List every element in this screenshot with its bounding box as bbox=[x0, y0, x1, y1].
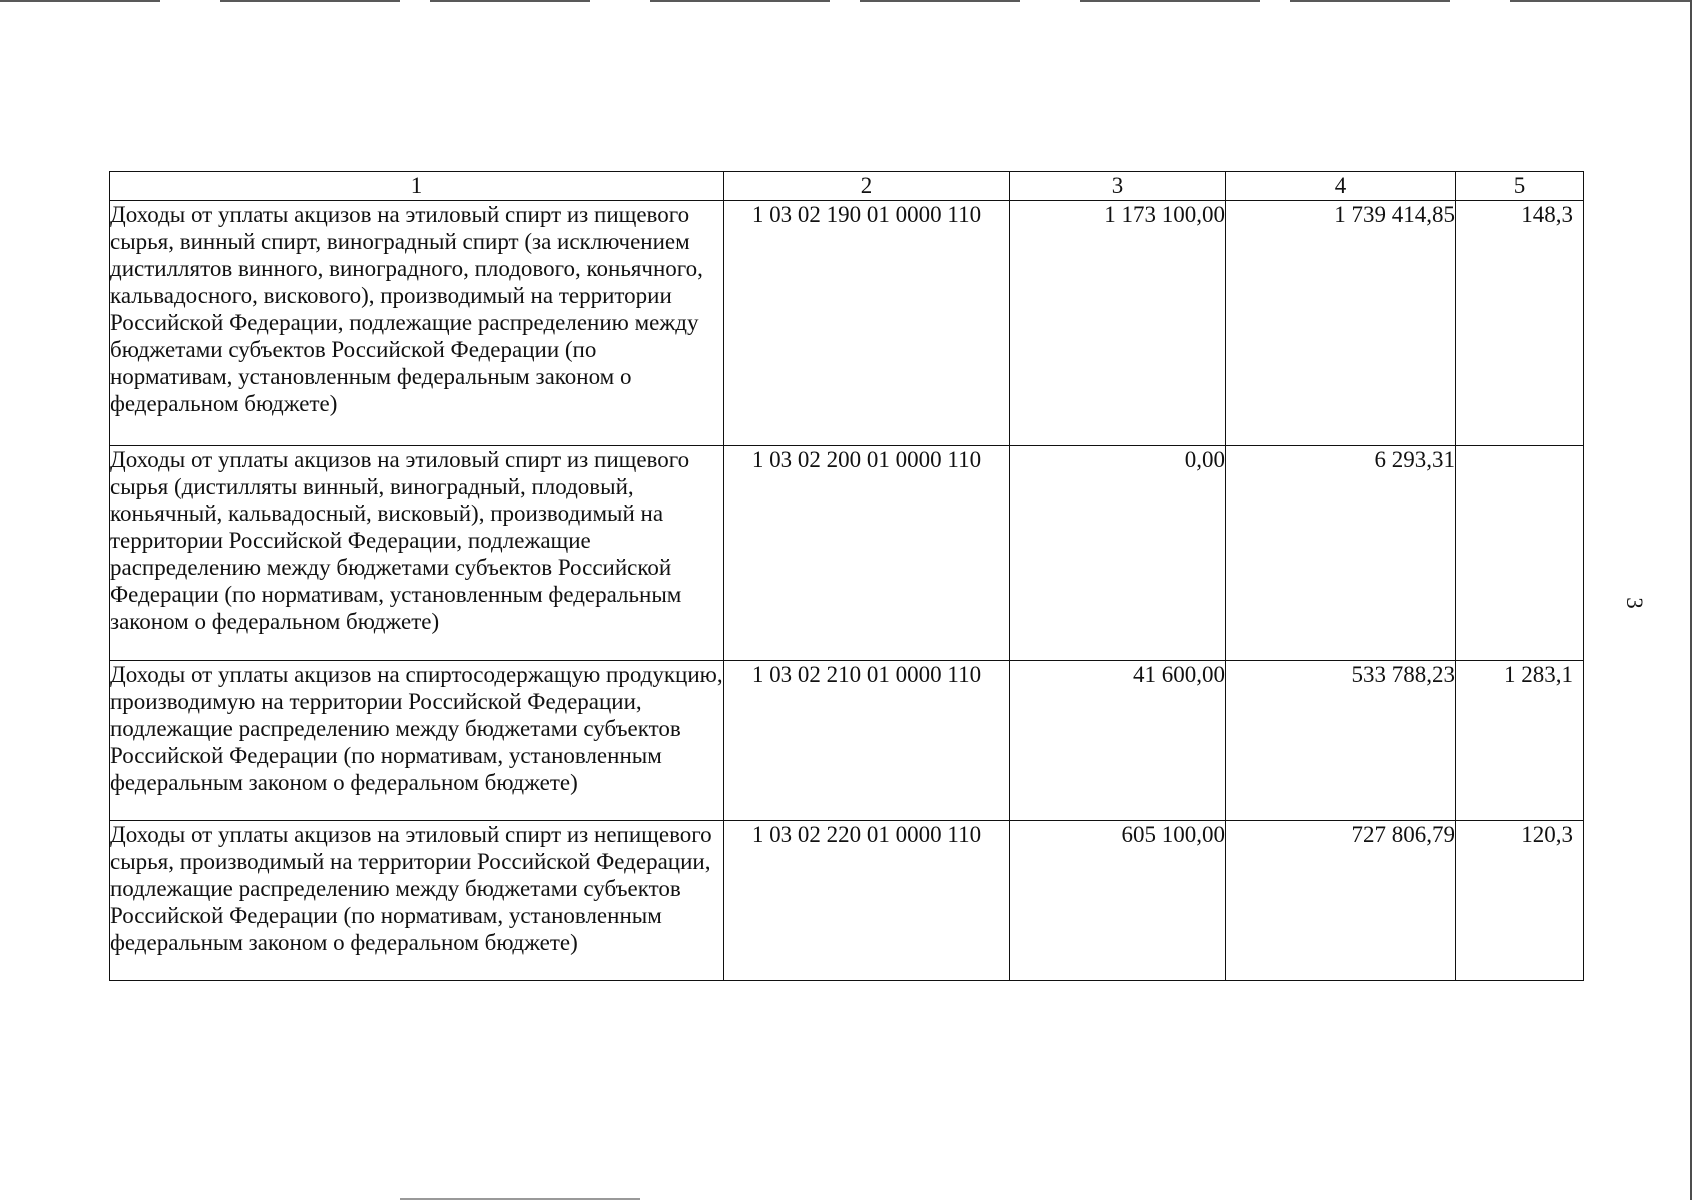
scan-top-edge bbox=[0, 0, 1692, 2]
row-col4-value: 533 788,23 bbox=[1226, 661, 1456, 821]
row-col4-value: 6 293,31 bbox=[1226, 446, 1456, 661]
row-code: 1 03 02 210 01 0000 110 bbox=[724, 661, 1010, 821]
row-description: Доходы от уплаты акцизов на этиловый спирт из непищевого сырья, производимый на территории Российской Федерации, подлежащие распределению между бюджетами субъектов Российской Федерации (по нормативам, установленным федеральным законом о федеральном бюджете) bbox=[110, 821, 724, 981]
table-row bbox=[110, 446, 1584, 661]
row-code: 1 03 02 200 01 0000 110 bbox=[724, 446, 1010, 661]
row-code: 1 03 02 190 01 0000 110 bbox=[724, 201, 1010, 446]
page-number: 3 bbox=[1621, 597, 1647, 609]
row-col5-value: 1 283,1 bbox=[1456, 661, 1584, 821]
row-description: Доходы от уплаты акцизов на этиловый спирт из пищевого сырья (дистилляты винный, виноградный, плодовый, коньячный, кальвадосный, висковый), производимый на территории Российской Федерации, подлежащие распределению между бюджетами субъектов Российской Федерации (по нормативам, установленным федеральным законом о федеральном бюджете) bbox=[110, 446, 724, 661]
row-col5-value bbox=[1456, 446, 1584, 661]
row-description: Доходы от уплаты акцизов на этиловый спирт из пищевого сырья, винный спирт, виноградный спирт (за исключением дистиллятов винного, виноградного, плодового, коньячного, кальвадосного, вискового), производимый на территории Российской Федерации, подлежащие распределению между бюджетами субъектов Российской Федерации (по нормативам, установленным федеральным законом о федеральном бюджете) bbox=[110, 201, 724, 446]
row-col3-value: 41 600,00 bbox=[1010, 661, 1226, 821]
header-row bbox=[110, 172, 1584, 201]
row-description: Доходы от уплаты акцизов на спиртосодержащую продукцию, производимую на территории Российской Федерации, подлежащие распределению между бюджетами субъектов Российской Федерации (по нормативам, установленным федеральным законом о федеральном бюджете) bbox=[110, 661, 724, 821]
table-row bbox=[110, 661, 1584, 821]
table-row bbox=[110, 201, 1584, 446]
row-col5-value: 148,3 bbox=[1456, 201, 1584, 446]
row-code: 1 03 02 220 01 0000 110 bbox=[724, 821, 1010, 981]
row-col3-value: 0,00 bbox=[1010, 446, 1226, 661]
header-col-4: 4 bbox=[1226, 172, 1456, 201]
row-col5-value: 120,3 bbox=[1456, 821, 1584, 981]
row-col4-value: 727 806,79 bbox=[1226, 821, 1456, 981]
header-col-2: 2 bbox=[724, 172, 1010, 201]
header-col-1: 1 bbox=[110, 172, 724, 201]
revenue-table bbox=[109, 171, 1584, 981]
header-col-5: 5 bbox=[1456, 172, 1584, 201]
table-row bbox=[110, 821, 1584, 981]
header-col-3: 3 bbox=[1010, 172, 1226, 201]
row-col4-value: 1 739 414,85 bbox=[1226, 201, 1456, 446]
row-col3-value: 1 173 100,00 bbox=[1010, 201, 1226, 446]
row-col3-value: 605 100,00 bbox=[1010, 821, 1226, 981]
